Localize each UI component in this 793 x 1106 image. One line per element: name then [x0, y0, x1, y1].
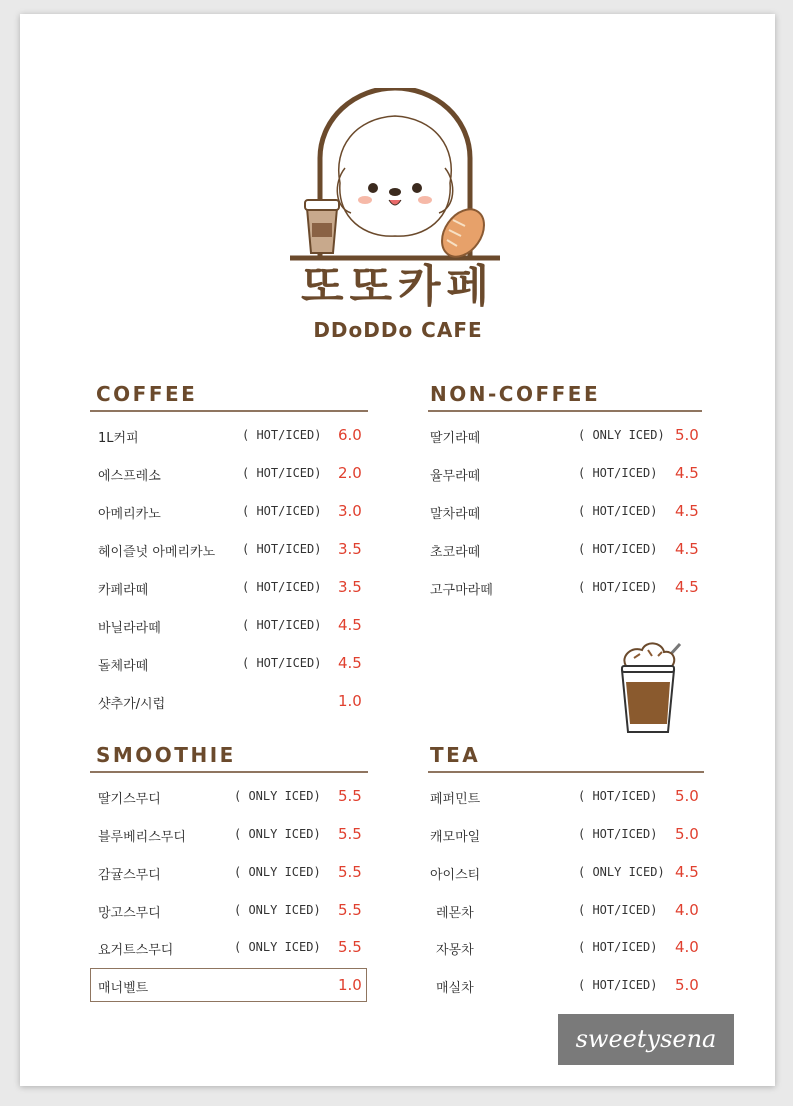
section-divider: [90, 410, 368, 412]
menu-item: 매너벨트 1.0: [98, 976, 362, 996]
section-divider: [428, 410, 702, 412]
iced-coffee-icon: [612, 636, 688, 736]
menu-item: 블루베리스무디 ( ONLY ICED) 5.5: [98, 825, 362, 845]
menu-item: 캐모마일 ( HOT/ICED) 5.0: [430, 825, 699, 845]
cafe-logo-dog-icon: [285, 88, 505, 263]
menu-item: 아메리카노 ( HOT/ICED) 3.0: [98, 502, 362, 522]
menu-item: 자몽차 ( HOT/ICED) 4.0: [436, 938, 699, 958]
menu-item: 카페라떼 ( HOT/ICED) 3.5: [98, 578, 362, 598]
section-divider: [90, 771, 368, 773]
section-title-smoothie: SMOOTHIE: [96, 743, 236, 767]
menu-item: 바닐라라떼 ( HOT/ICED) 4.5: [98, 616, 362, 636]
menu-item: 페퍼민트 ( HOT/ICED) 5.0: [430, 787, 699, 807]
menu-item: 샷추가/시럽 1.0: [98, 692, 362, 712]
menu-item: 레몬차 ( HOT/ICED) 4.0: [436, 901, 699, 921]
menu-item: 고구마라떼 ( HOT/ICED) 4.5: [430, 578, 699, 598]
cafe-name-korean: 또또카페: [300, 261, 495, 312]
menu-item: 망고스무디 ( ONLY ICED) 5.5: [98, 901, 362, 921]
menu-item: 딸기라떼 ( ONLY ICED) 5.0: [430, 426, 699, 446]
menu-item: 헤이즐넛 아메리카노 ( HOT/ICED) 3.5: [98, 540, 362, 560]
menu-item: 매실차 ( HOT/ICED) 5.0: [436, 976, 699, 996]
menu-item: 아이스티 ( ONLY ICED) 4.5: [430, 863, 699, 883]
section-title-non-coffee: NON-COFFEE: [430, 382, 601, 406]
section-title-tea: TEA: [430, 743, 481, 767]
cafe-name-english: DDoDDo CAFE: [313, 318, 483, 342]
menu-item: 감귤스무디 ( ONLY ICED) 5.5: [98, 863, 362, 883]
section-divider: [428, 771, 704, 773]
menu-item: 돌체라떼 ( HOT/ICED) 4.5: [98, 654, 362, 674]
menu-item: 율무라떼 ( HOT/ICED) 4.5: [430, 464, 699, 484]
menu-item: 에스프레소 ( HOT/ICED) 2.0: [98, 464, 362, 484]
menu-item: 말차라떼 ( HOT/ICED) 4.5: [430, 502, 699, 522]
menu-item: 1L커피 ( HOT/ICED) 6.0: [98, 426, 362, 446]
menu-item: 딸기스무디 ( ONLY ICED) 5.5: [98, 787, 362, 807]
section-title-coffee: COFFEE: [96, 382, 198, 406]
menu-item: 요거트스무디 ( ONLY ICED) 5.5: [98, 938, 362, 958]
watermark: sweetysena: [558, 1014, 734, 1065]
menu-item: 초코라떼 ( HOT/ICED) 4.5: [430, 540, 699, 560]
